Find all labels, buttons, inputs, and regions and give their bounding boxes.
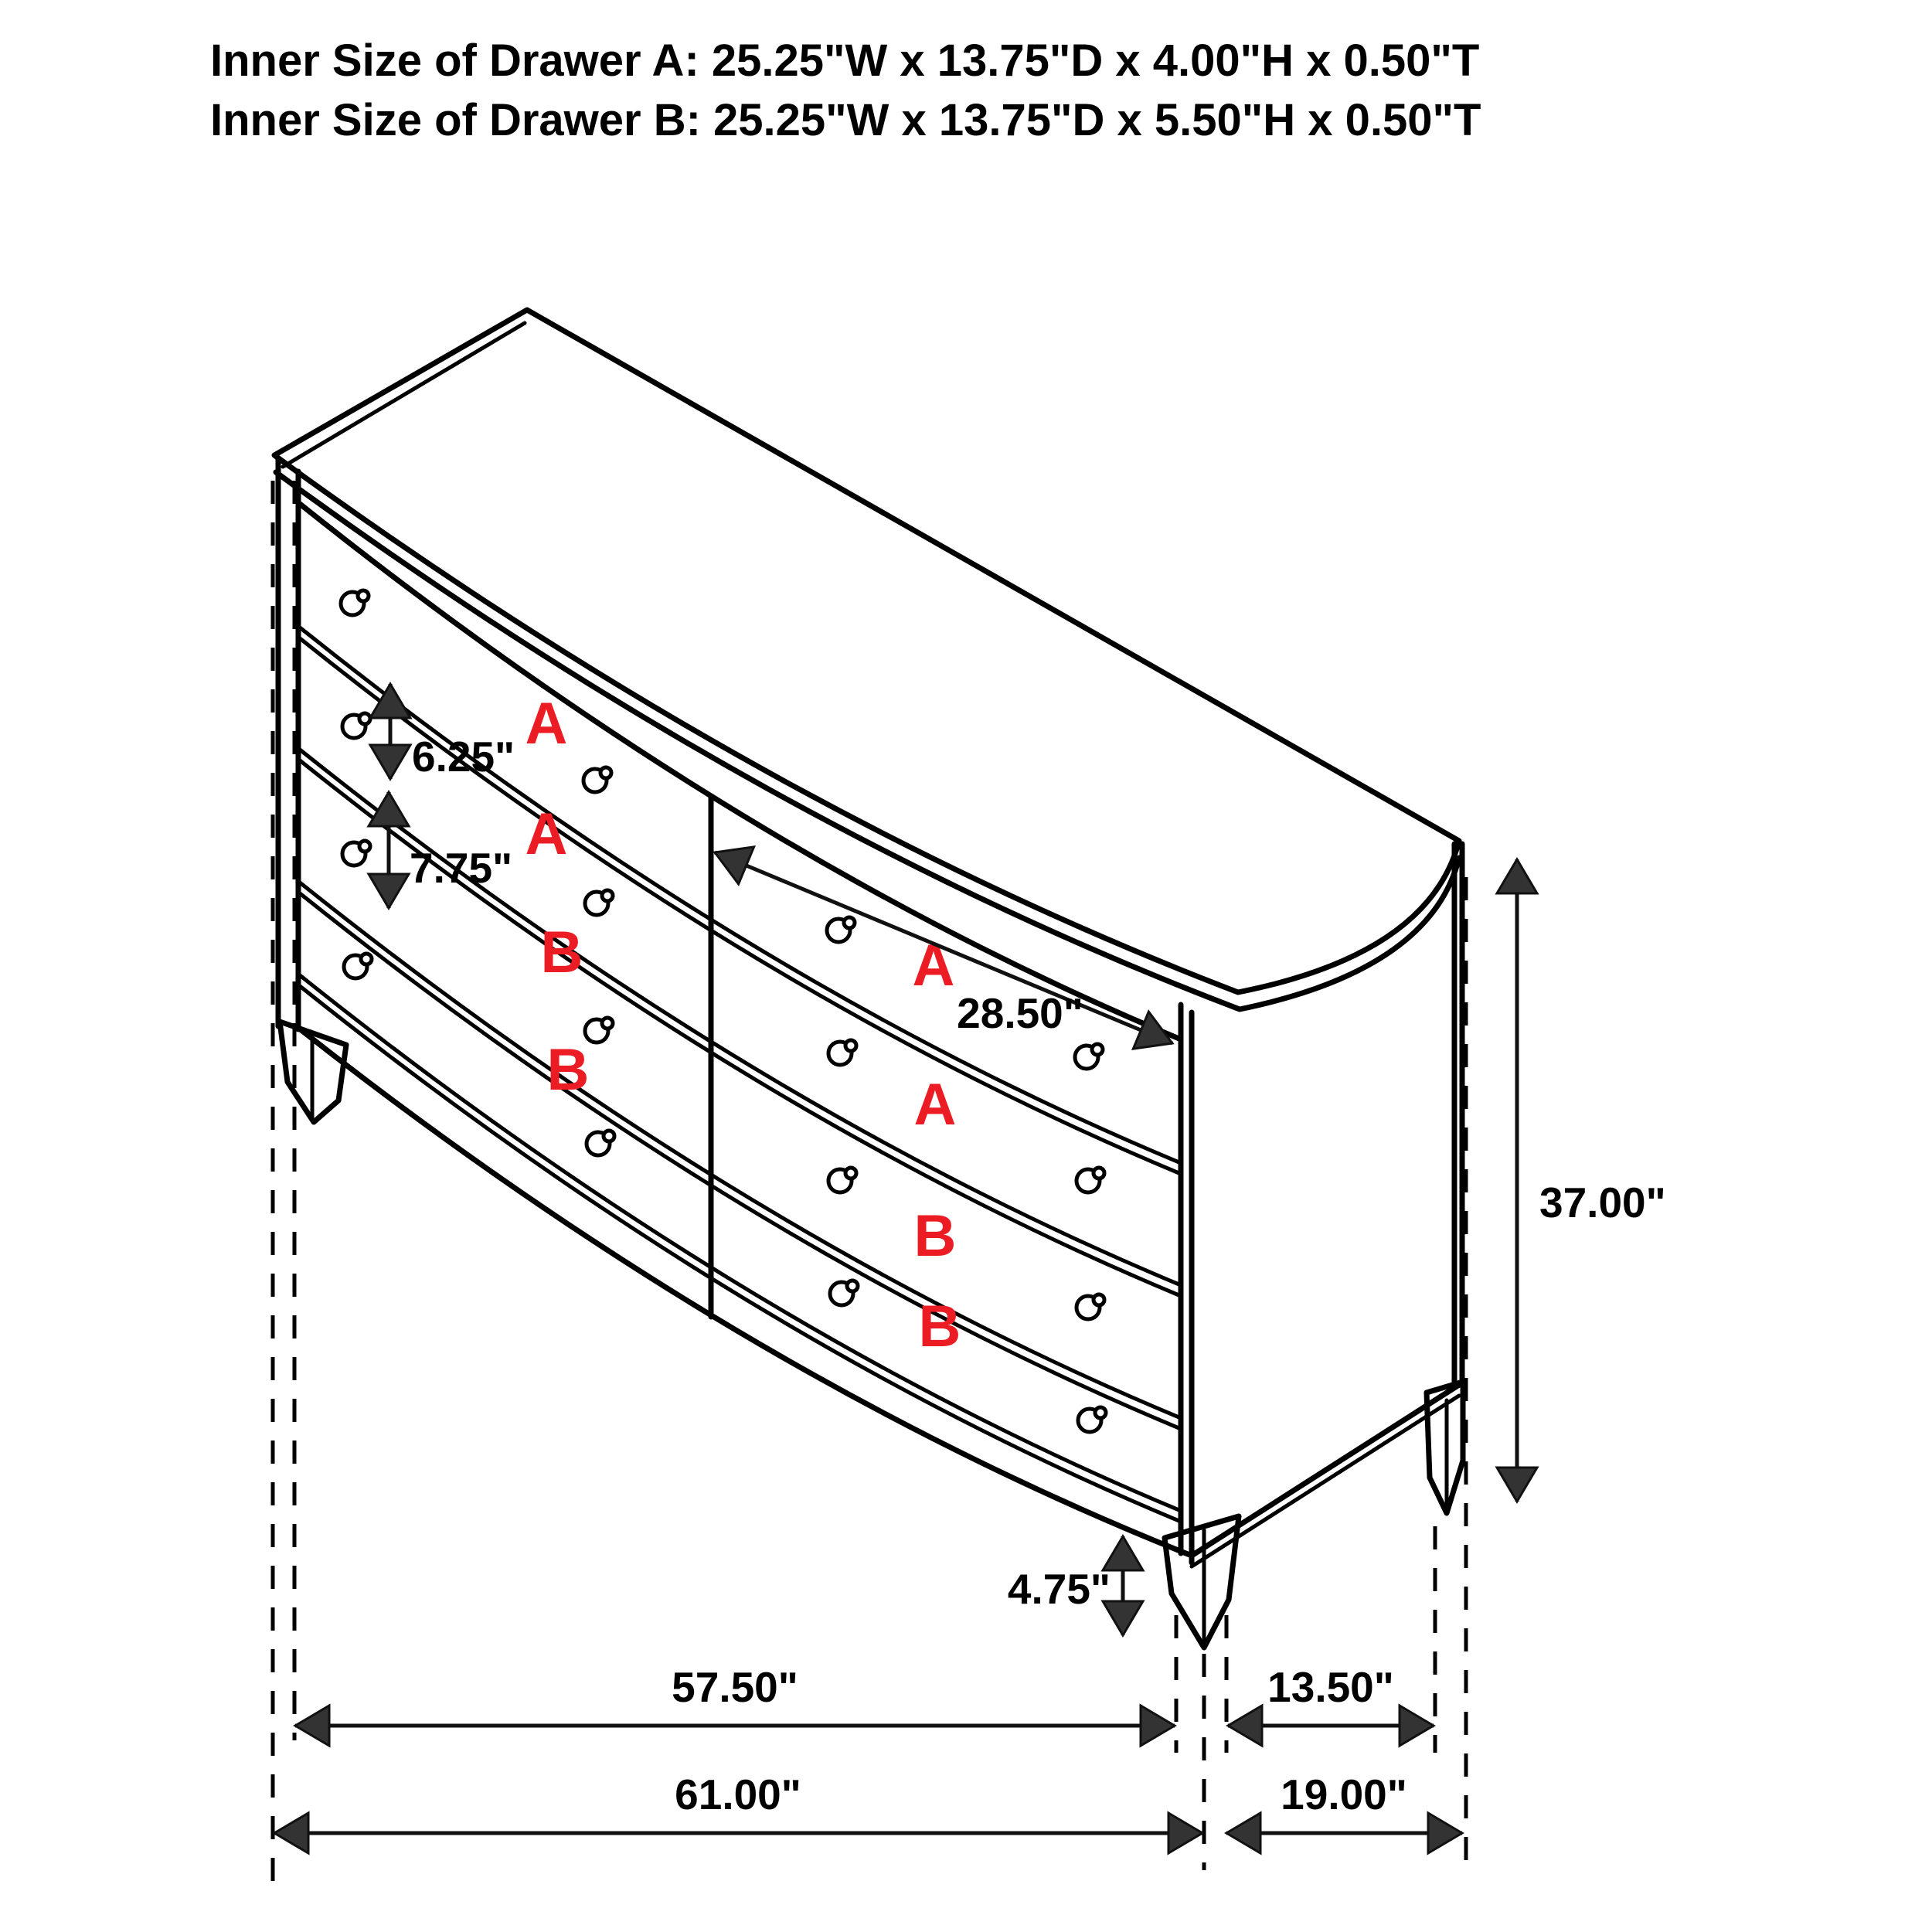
arrow-left-icon — [1228, 1706, 1262, 1746]
drawer-label-right-b2: B — [918, 1294, 961, 1359]
dimension-label-drawer-b-spacing: 7.75" — [410, 844, 513, 892]
knob-icon — [1075, 1044, 1103, 1069]
arrow-right-icon — [1168, 1813, 1202, 1853]
arrow-down-icon — [370, 745, 410, 779]
knob-icon — [1078, 1407, 1106, 1432]
header-block — [210, 36, 1481, 145]
knob-icon — [583, 767, 611, 792]
knob-icon — [344, 954, 372, 978]
dimension-label-front-width-overall: 61.00" — [675, 1770, 801, 1818]
drawer-label-left-b2: B — [546, 1037, 590, 1103]
drawer-label-left-b1: B — [540, 920, 583, 985]
knob-icon — [1077, 1168, 1104, 1192]
dimension-drawer-b-spacing — [369, 792, 512, 908]
dimension-label-leg-height: 4.75" — [1007, 1565, 1111, 1613]
dimension-front-width-overall — [274, 1770, 1202, 1853]
arrow-right-icon — [1428, 1813, 1462, 1853]
header-line-drawer-a: Inner Size of Drawer A: 25.25"W x 13.75"D x 4.00"H x 0.50"T — [210, 36, 1480, 86]
dimension-drawer-a-spacing — [370, 684, 515, 781]
dimension-label-drawer-a-spacing: 6.25" — [412, 733, 515, 781]
knob-icon — [828, 1168, 856, 1192]
knob-icon — [828, 1040, 856, 1065]
drawer-label-right-a1: A — [912, 933, 955, 998]
legs — [280, 1022, 1463, 1648]
top-face — [274, 310, 1459, 1009]
knob-icon — [830, 1281, 858, 1305]
knob-icon — [585, 890, 613, 915]
side-panel — [1181, 844, 1462, 1566]
arrow-left-icon — [1226, 1813, 1260, 1853]
knob-icon — [342, 713, 370, 738]
dimension-front-width — [295, 1663, 1175, 1746]
arrow-right-icon — [1141, 1706, 1175, 1746]
dimension-overall-height — [1497, 859, 1666, 1502]
dimension-leg-height — [1008, 1536, 1143, 1635]
dimension-side-depth-overall — [1226, 1770, 1462, 1853]
drawer-label-left-a1: A — [525, 691, 568, 757]
arrow-left-icon — [707, 834, 754, 884]
dimension-label-side-depth: 13.50" — [1267, 1663, 1394, 1711]
dimension-label-front-width: 57.50" — [672, 1663, 798, 1711]
knob-icon — [342, 841, 370, 866]
arrow-down-icon — [369, 874, 409, 908]
arrow-up-icon — [1497, 859, 1537, 893]
drawer-label-right-a2: A — [913, 1072, 957, 1138]
knob-icon — [587, 1131, 614, 1155]
arrow-right-icon — [1400, 1706, 1434, 1746]
dimension-side-depth — [1228, 1663, 1434, 1746]
knob-icon — [827, 917, 855, 942]
top-left-bevel — [283, 323, 525, 467]
knob-icon — [341, 590, 369, 615]
dimension-label-right-column-width: 28.50" — [957, 989, 1083, 1037]
knob-icon — [1077, 1294, 1104, 1319]
drawer-label-right-b1: B — [913, 1203, 957, 1269]
header-line-drawer-b: Inner Size of Drawer B: 25.25"W x 13.75"D x 5.50"H x 0.50"T — [210, 95, 1481, 145]
dimension-label-overall-height: 37.00" — [1539, 1179, 1666, 1226]
dimension-right-column-width — [707, 834, 1180, 1062]
arrow-down-icon — [1497, 1468, 1537, 1502]
dimension-label-side-depth-overall: 19.00" — [1281, 1770, 1407, 1818]
arrow-left-icon — [274, 1813, 308, 1853]
drawer-label-left-a2: A — [525, 801, 568, 867]
dresser-drawing — [274, 310, 1463, 1648]
arrow-left-icon — [295, 1706, 329, 1746]
